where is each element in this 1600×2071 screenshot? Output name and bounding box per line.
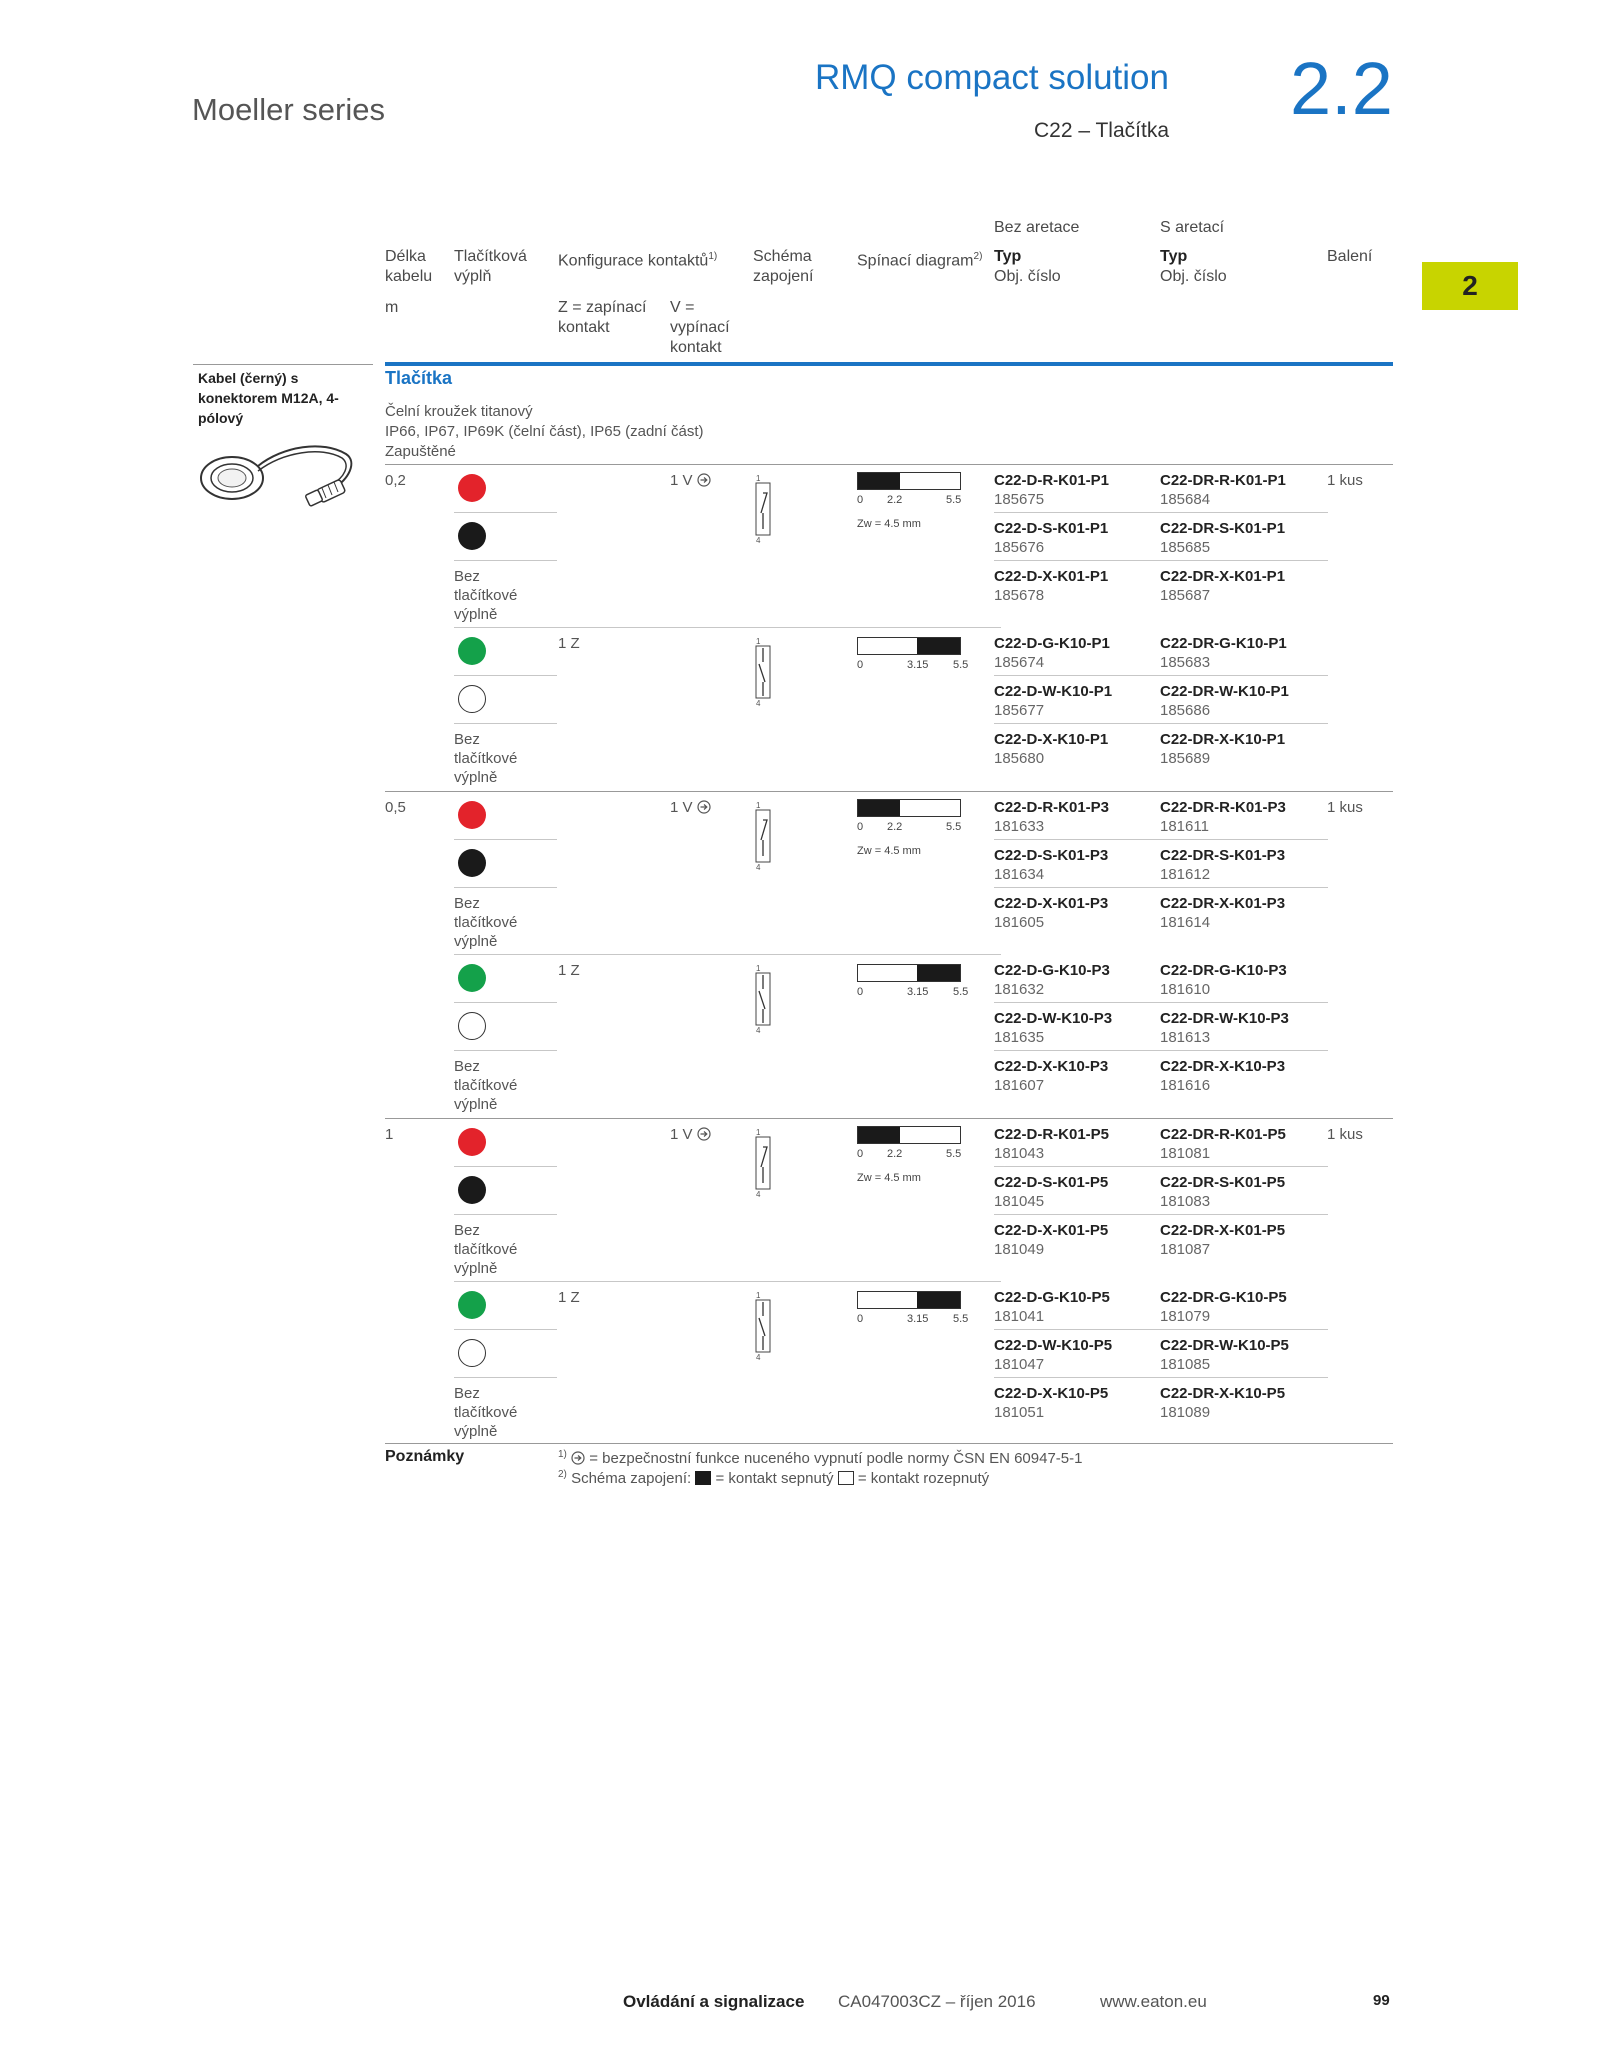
col-delka-line1: Délka bbox=[385, 248, 426, 265]
no-fill-line1: Bez bbox=[454, 568, 480, 585]
packaging: 1 kus bbox=[1327, 472, 1363, 489]
diagram-tick-label: 3.15 bbox=[907, 986, 929, 998]
col-tlacitkova-line2: výplň bbox=[454, 268, 492, 285]
order-number-no-latch: 181051 bbox=[994, 1404, 1045, 1421]
type-code-no-latch[interactable]: C22-D-W-K10-P3 bbox=[994, 1010, 1113, 1027]
fill-row-rule bbox=[454, 1050, 557, 1051]
diagram-tick-label: 5.5 bbox=[946, 1148, 962, 1160]
type-code-no-latch[interactable]: C22-D-W-K10-P5 bbox=[994, 1337, 1113, 1354]
fill-row-rule bbox=[454, 839, 557, 840]
col-tlacitkova bbox=[454, 247, 527, 287]
forced-opening-icon bbox=[697, 1127, 711, 1141]
type-code-no-latch[interactable]: C22-D-X-K01-P5 bbox=[994, 1222, 1109, 1239]
cable-connector-image bbox=[198, 440, 366, 510]
order-number-latch: 185684 bbox=[1160, 491, 1211, 508]
col-z-line2: kontakt bbox=[558, 319, 610, 336]
diagram-closed-segment bbox=[858, 473, 900, 489]
order-number-latch: 185687 bbox=[1160, 587, 1211, 604]
col-konfigurace-label: Konfigurace kontaktů bbox=[558, 252, 709, 270]
footer-web[interactable]: www.eaton.eu bbox=[1100, 1992, 1207, 2011]
type-code-no-latch[interactable]: C22-D-W-K10-P1 bbox=[994, 683, 1113, 700]
type-row-rule bbox=[994, 1002, 1328, 1003]
fill-row-rule bbox=[454, 1377, 557, 1378]
col-typ2-label: Typ bbox=[1160, 248, 1188, 265]
diagram-tick-label: 5.5 bbox=[953, 986, 969, 998]
no-fill-line3: výplně bbox=[454, 606, 498, 623]
diagram-closed-segment bbox=[917, 965, 960, 981]
desc-line2: IP66, IP67, IP69K (čelní část), IP65 (zadní část) bbox=[385, 423, 704, 440]
desc-line1: Čelní kroužek titanový bbox=[385, 403, 533, 420]
schema-pin-top: 1 bbox=[756, 474, 761, 483]
packaging: 1 kus bbox=[1327, 799, 1363, 816]
order-number-latch: 185686 bbox=[1160, 702, 1211, 719]
diagram-closed-segment bbox=[917, 638, 960, 654]
no-fill-line2: tlačítkové bbox=[454, 587, 518, 604]
page-subtitle: C22 – Tlačítka bbox=[1033, 119, 1169, 142]
type-code-no-latch[interactable]: C22-D-G-K10-P5 bbox=[994, 1289, 1110, 1306]
type-code-latch[interactable]: C22-DR-G-K10-P1 bbox=[1160, 635, 1287, 652]
type-row-rule bbox=[994, 512, 1328, 513]
diagram-tick-label: 0 bbox=[857, 1313, 864, 1325]
no-fill-line2: tlačítkové bbox=[454, 1404, 518, 1421]
button-fill-green-icon bbox=[458, 1291, 486, 1319]
type-code-no-latch[interactable]: C22-D-X-K10-P1 bbox=[994, 731, 1109, 748]
no-fill-line3: výplně bbox=[454, 1423, 498, 1440]
note-2-text-a: Schéma zapojení: bbox=[571, 1470, 692, 1487]
col-obj2-label: Obj. číslo bbox=[1160, 268, 1227, 285]
no-fill-line3: výplně bbox=[454, 1096, 498, 1113]
order-number-no-latch: 185678 bbox=[994, 587, 1045, 604]
diagram-tick-label: 3.15 bbox=[907, 1313, 929, 1325]
diagram-tick-label: 5.5 bbox=[953, 659, 969, 671]
diagram-tick-label: 0 bbox=[857, 986, 864, 998]
product-side-label: Kabel (černý) s konektorem M12A, 4-pólový bbox=[198, 370, 339, 426]
type-code-latch[interactable]: C22-DR-X-K01-P5 bbox=[1160, 1222, 1286, 1239]
button-fill-white-icon bbox=[458, 685, 486, 713]
switching-diagram-nc bbox=[857, 799, 977, 859]
order-number-no-latch: 181632 bbox=[994, 981, 1045, 998]
type-code-latch[interactable]: C22-DR-R-K01-P3 bbox=[1160, 799, 1286, 816]
zw-travel-label: Zw = 4.5 mm bbox=[857, 518, 921, 530]
diagram-tick-label: 0 bbox=[857, 494, 864, 506]
zw-travel-label: Zw = 4.5 mm bbox=[857, 1172, 921, 1184]
fill-row-rule bbox=[454, 1329, 557, 1330]
switching-diagram-no bbox=[857, 1291, 977, 1351]
order-number-no-latch: 181047 bbox=[994, 1356, 1045, 1373]
diagram-tick-label: 2.2 bbox=[887, 494, 903, 506]
type-code-no-latch[interactable]: C22-D-G-K10-P3 bbox=[994, 962, 1110, 979]
cable-length: 0,5 bbox=[385, 799, 406, 816]
order-number-latch: 181613 bbox=[1160, 1029, 1211, 1046]
type-code-latch[interactable]: C22-DR-X-K01-P1 bbox=[1160, 568, 1286, 585]
diagram-closed-segment bbox=[858, 1127, 900, 1143]
order-number-no-latch: 181633 bbox=[994, 818, 1045, 835]
col-spinaci-label: Spínací diagram bbox=[857, 252, 974, 270]
no-button-fill bbox=[454, 1221, 517, 1278]
button-fill-red-icon bbox=[458, 801, 486, 829]
order-number-no-latch: 181045 bbox=[994, 1193, 1045, 1210]
order-number-latch: 181614 bbox=[1160, 914, 1211, 931]
no-fill-line1: Bez bbox=[454, 1222, 480, 1239]
no-fill-line3: výplně bbox=[454, 1260, 498, 1277]
zw-travel-label: Zw = 4.5 mm bbox=[857, 845, 921, 857]
contact-config-v bbox=[670, 798, 711, 817]
contact-config-z: 1 Z bbox=[558, 962, 580, 979]
diagram-tick-label: 0 bbox=[857, 1148, 864, 1160]
type-code-no-latch[interactable]: C22-D-R-K01-P1 bbox=[994, 472, 1110, 489]
cable-length: 0,2 bbox=[385, 472, 406, 489]
page-number: 99 bbox=[1373, 1992, 1390, 2009]
no-button-fill bbox=[454, 567, 517, 624]
cable-length: 1 bbox=[385, 1126, 394, 1143]
order-number-no-latch: 185675 bbox=[994, 491, 1045, 508]
footer-catalog: CA047003CZ – říjen 2016 bbox=[838, 1992, 1036, 2011]
note-1-text: = bezpečnostní funkce nuceného vypnutí podle normy ČSN EN 60947-5-1 bbox=[589, 1450, 1083, 1467]
fill-row-rule bbox=[454, 1166, 557, 1167]
diagram-bar bbox=[857, 637, 961, 655]
schema-pin-bottom: 4 bbox=[756, 1353, 761, 1362]
no-fill-line1: Bez bbox=[454, 1385, 480, 1402]
col-v-line2: vypínací bbox=[670, 319, 730, 336]
order-number-no-latch: 185677 bbox=[994, 702, 1045, 719]
order-number-latch: 181083 bbox=[1160, 1193, 1211, 1210]
group-rule bbox=[385, 1118, 1393, 1119]
col-typ-bez bbox=[994, 247, 1061, 287]
button-fill-white-icon bbox=[458, 1012, 486, 1040]
order-number-no-latch: 185676 bbox=[994, 539, 1045, 556]
no-button-fill bbox=[454, 894, 517, 951]
contact-config-v bbox=[670, 1125, 711, 1144]
type-code-no-latch[interactable]: C22-D-X-K10-P5 bbox=[994, 1385, 1109, 1402]
type-row-rule bbox=[994, 1050, 1328, 1051]
order-number-latch: 181087 bbox=[1160, 1241, 1211, 1258]
col-v-line1: V = bbox=[670, 299, 695, 316]
order-number-no-latch: 181634 bbox=[994, 866, 1045, 883]
fill-row-rule bbox=[454, 723, 557, 724]
type-row-rule bbox=[994, 1329, 1328, 1330]
button-fill-green-icon bbox=[458, 964, 486, 992]
order-number-no-latch: 181049 bbox=[994, 1241, 1045, 1258]
fill-row-rule bbox=[454, 1002, 557, 1003]
section-heading: Tlačítka bbox=[385, 368, 453, 388]
nc-contact-schema-icon bbox=[746, 798, 776, 874]
type-row-rule bbox=[994, 723, 1328, 724]
type-row-rule bbox=[994, 1166, 1328, 1167]
col-typ-s bbox=[1160, 247, 1227, 287]
col-v-legend bbox=[670, 298, 730, 358]
forced-opening-icon bbox=[697, 800, 711, 814]
no-fill-line2: tlačítkové bbox=[454, 1077, 518, 1094]
diagram-closed-segment bbox=[858, 800, 900, 816]
col-s-aretaci: S aretací bbox=[1160, 219, 1225, 236]
subgroup-rule bbox=[454, 1281, 1001, 1282]
type-row-rule bbox=[994, 1377, 1328, 1378]
contact-config-v-label: 1 V bbox=[670, 799, 693, 816]
schema-pin-bottom: 4 bbox=[756, 699, 761, 708]
type-code-no-latch[interactable]: C22-D-S-K01-P5 bbox=[994, 1174, 1109, 1191]
no-contact-schema-icon bbox=[746, 1288, 776, 1364]
schema-pin-top: 1 bbox=[756, 801, 761, 810]
no-button-fill bbox=[454, 1057, 517, 1114]
notes-label: Poznámky bbox=[385, 1448, 465, 1465]
type-code-no-latch[interactable]: C22-D-S-K01-P3 bbox=[994, 847, 1109, 864]
type-code-latch[interactable]: C22-DR-S-K01-P5 bbox=[1160, 1174, 1286, 1191]
order-number-latch: 181079 bbox=[1160, 1308, 1211, 1325]
contact-config-v-label: 1 V bbox=[670, 1126, 693, 1143]
type-code-latch[interactable]: C22-DR-R-K01-P1 bbox=[1160, 472, 1286, 489]
order-number-no-latch: 181041 bbox=[994, 1308, 1045, 1325]
col-schema bbox=[753, 247, 814, 287]
diagram-bar bbox=[857, 1126, 961, 1144]
type-row-rule bbox=[994, 560, 1328, 561]
type-code-no-latch[interactable]: C22-D-X-K01-P1 bbox=[994, 568, 1109, 585]
col-typ-label: Typ bbox=[994, 248, 1022, 265]
fill-row-rule bbox=[454, 675, 557, 676]
order-number-latch: 181616 bbox=[1160, 1077, 1211, 1094]
col-obj-label: Obj. číslo bbox=[994, 268, 1061, 285]
type-code-latch[interactable]: C22-DR-X-K10-P1 bbox=[1160, 731, 1286, 748]
type-code-no-latch[interactable]: C22-D-X-K01-P3 bbox=[994, 895, 1109, 912]
no-fill-line2: tlačítkové bbox=[454, 1241, 518, 1258]
col-schema-line2: zapojení bbox=[753, 268, 814, 285]
group-rule bbox=[385, 464, 1393, 465]
col-konfigurace-sup: 1) bbox=[708, 251, 718, 262]
contact-config-v bbox=[670, 471, 711, 490]
no-fill-line2: tlačítkové bbox=[454, 914, 518, 931]
section-number: 2.2 bbox=[1290, 47, 1393, 130]
schema-pin-top: 1 bbox=[756, 1291, 761, 1300]
diagram-bar bbox=[857, 472, 961, 490]
button-fill-white-icon bbox=[458, 1339, 486, 1367]
order-number-no-latch: 181607 bbox=[994, 1077, 1045, 1094]
type-code-latch[interactable]: C22-DR-W-K10-P5 bbox=[1160, 1337, 1289, 1354]
nc-contact-schema-icon bbox=[746, 1125, 776, 1201]
order-number-latch: 185685 bbox=[1160, 539, 1211, 556]
type-row-rule bbox=[994, 839, 1328, 840]
col-delka-line2: kabelu bbox=[385, 268, 433, 285]
type-row-rule bbox=[994, 675, 1328, 676]
side-rule bbox=[193, 364, 373, 365]
desc-line3: Zapuštěné bbox=[385, 443, 456, 460]
button-fill-black-icon bbox=[458, 1176, 486, 1204]
col-v-line3: kontakt bbox=[670, 339, 722, 356]
closed-contact-swatch bbox=[695, 1471, 711, 1485]
type-code-latch[interactable]: C22-DR-X-K10-P5 bbox=[1160, 1385, 1286, 1402]
type-code-no-latch[interactable]: C22-D-R-K01-P3 bbox=[994, 799, 1110, 816]
product-description bbox=[385, 402, 704, 462]
contact-config-z: 1 Z bbox=[558, 1289, 580, 1306]
note-1-sup: 1) bbox=[558, 1449, 567, 1460]
col-delka-unit: m bbox=[385, 299, 399, 316]
type-code-no-latch[interactable]: C22-D-R-K01-P5 bbox=[994, 1126, 1110, 1143]
col-konfigurace bbox=[558, 247, 717, 271]
fill-row-rule bbox=[454, 512, 557, 513]
col-schema-line1: Schéma bbox=[753, 248, 812, 265]
schema-pin-top: 1 bbox=[756, 964, 761, 973]
diagram-tick-label: 0 bbox=[857, 659, 864, 671]
notes-rule bbox=[385, 1443, 1393, 1444]
order-number-latch: 181611 bbox=[1160, 818, 1209, 835]
col-tlacitkova-line1: Tlačítková bbox=[454, 248, 527, 265]
order-number-latch: 181612 bbox=[1160, 866, 1211, 883]
switching-diagram-no bbox=[857, 637, 977, 697]
no-fill-line3: výplně bbox=[454, 769, 498, 786]
col-spinaci bbox=[857, 247, 982, 271]
note-2-text-c: = kontakt rozepnutý bbox=[857, 1470, 990, 1487]
order-number-latch: 181089 bbox=[1160, 1404, 1211, 1421]
type-code-latch[interactable]: C22-DR-W-K10-P1 bbox=[1160, 683, 1289, 700]
no-fill-line1: Bez bbox=[454, 731, 480, 748]
diagram-tick-label: 5.5 bbox=[946, 821, 962, 833]
page-title: RMQ compact solution bbox=[814, 58, 1169, 97]
type-code-no-latch[interactable]: C22-D-S-K01-P1 bbox=[994, 520, 1109, 537]
schema-pin-top: 1 bbox=[756, 637, 761, 646]
forced-opening-icon bbox=[697, 473, 711, 487]
order-number-no-latch: 185680 bbox=[994, 750, 1045, 767]
schema-pin-bottom: 4 bbox=[756, 863, 761, 872]
no-fill-line1: Bez bbox=[454, 895, 480, 912]
fill-row-rule bbox=[454, 1214, 557, 1215]
button-fill-red-icon bbox=[458, 1128, 486, 1156]
order-number-latch: 181081 bbox=[1160, 1145, 1211, 1162]
no-fill-line1: Bez bbox=[454, 1058, 480, 1075]
no-fill-line3: výplně bbox=[454, 933, 498, 950]
switching-diagram-nc bbox=[857, 1126, 977, 1186]
type-code-latch[interactable]: C22-DR-X-K01-P3 bbox=[1160, 895, 1286, 912]
type-code-latch[interactable]: C22-DR-G-K10-P3 bbox=[1160, 962, 1287, 979]
packaging: 1 kus bbox=[1327, 1126, 1363, 1143]
button-fill-black-icon bbox=[458, 522, 486, 550]
diagram-tick-label: 2.2 bbox=[887, 821, 903, 833]
fill-row-rule bbox=[454, 887, 557, 888]
diagram-bar bbox=[857, 1291, 961, 1309]
switching-diagram-no bbox=[857, 964, 977, 1024]
diagram-closed-segment bbox=[917, 1292, 960, 1308]
nc-contact-schema-icon bbox=[746, 471, 776, 547]
footer-category: Ovládání a signalizace bbox=[623, 1992, 805, 2011]
note-2-text-b: = kontakt sepnutý bbox=[715, 1470, 834, 1487]
fill-row-rule bbox=[454, 560, 557, 561]
chapter-tab[interactable]: 2 bbox=[1422, 262, 1518, 310]
order-number-latch: 181610 bbox=[1160, 981, 1211, 998]
type-row-rule bbox=[994, 887, 1328, 888]
col-z-line1: Z = zapínací bbox=[558, 299, 647, 316]
no-contact-schema-icon bbox=[746, 634, 776, 710]
col-z-legend bbox=[558, 298, 647, 338]
schema-pin-bottom: 4 bbox=[756, 536, 761, 545]
section-rule bbox=[385, 362, 1393, 366]
type-code-latch[interactable]: C22-DR-G-K10-P5 bbox=[1160, 1289, 1287, 1306]
no-contact-schema-icon bbox=[746, 961, 776, 1037]
type-code-latch[interactable]: C22-DR-S-K01-P3 bbox=[1160, 847, 1286, 864]
contact-config-v-label: 1 V bbox=[670, 472, 693, 489]
open-contact-swatch bbox=[838, 1471, 854, 1485]
schema-pin-bottom: 4 bbox=[756, 1190, 761, 1199]
no-fill-line2: tlačítkové bbox=[454, 750, 518, 767]
series-title: Moeller series bbox=[192, 92, 385, 127]
type-code-latch[interactable]: C22-DR-W-K10-P3 bbox=[1160, 1010, 1289, 1027]
order-number-no-latch: 181635 bbox=[994, 1029, 1045, 1046]
col-delka bbox=[385, 247, 432, 287]
col-spinaci-sup: 2) bbox=[973, 251, 983, 262]
type-code-no-latch[interactable]: C22-D-X-K10-P3 bbox=[994, 1058, 1109, 1075]
order-number-latch: 185689 bbox=[1160, 750, 1211, 767]
diagram-tick-label: 3.15 bbox=[907, 659, 929, 671]
forced-opening-icon bbox=[571, 1451, 585, 1465]
button-fill-green-icon bbox=[458, 637, 486, 665]
diagram-tick-label: 2.2 bbox=[887, 1148, 903, 1160]
type-code-latch[interactable]: C22-DR-S-K01-P1 bbox=[1160, 520, 1286, 537]
type-code-latch[interactable]: C22-DR-X-K10-P3 bbox=[1160, 1058, 1286, 1075]
group-rule bbox=[385, 791, 1393, 792]
button-fill-red-icon bbox=[458, 474, 486, 502]
note-2-sup: 2) bbox=[558, 1469, 567, 1480]
schema-pin-bottom: 4 bbox=[756, 1026, 761, 1035]
note-2 bbox=[558, 1465, 989, 1489]
col-bez-aretace: Bez aretace bbox=[994, 219, 1080, 236]
col-baleni: Balení bbox=[1327, 248, 1373, 265]
subgroup-rule bbox=[454, 627, 1001, 628]
schema-pin-top: 1 bbox=[756, 1128, 761, 1137]
order-number-latch: 181085 bbox=[1160, 1356, 1211, 1373]
order-number-no-latch: 181043 bbox=[994, 1145, 1045, 1162]
no-button-fill bbox=[454, 1384, 517, 1441]
order-number-latch: 185683 bbox=[1160, 654, 1211, 671]
contact-config-z: 1 Z bbox=[558, 635, 580, 652]
diagram-tick-label: 5.5 bbox=[946, 494, 962, 506]
type-code-no-latch[interactable]: C22-D-G-K10-P1 bbox=[994, 635, 1110, 652]
subgroup-rule bbox=[454, 954, 1001, 955]
diagram-tick-label: 5.5 bbox=[953, 1313, 969, 1325]
diagram-bar bbox=[857, 799, 961, 817]
diagram-bar bbox=[857, 964, 961, 982]
order-number-no-latch: 181605 bbox=[994, 914, 1045, 931]
switching-diagram-nc bbox=[857, 472, 977, 532]
no-button-fill bbox=[454, 730, 517, 787]
type-code-latch[interactable]: C22-DR-R-K01-P5 bbox=[1160, 1126, 1286, 1143]
order-number-no-latch: 185674 bbox=[994, 654, 1045, 671]
type-row-rule bbox=[994, 1214, 1328, 1215]
button-fill-black-icon bbox=[458, 849, 486, 877]
diagram-tick-label: 0 bbox=[857, 821, 864, 833]
